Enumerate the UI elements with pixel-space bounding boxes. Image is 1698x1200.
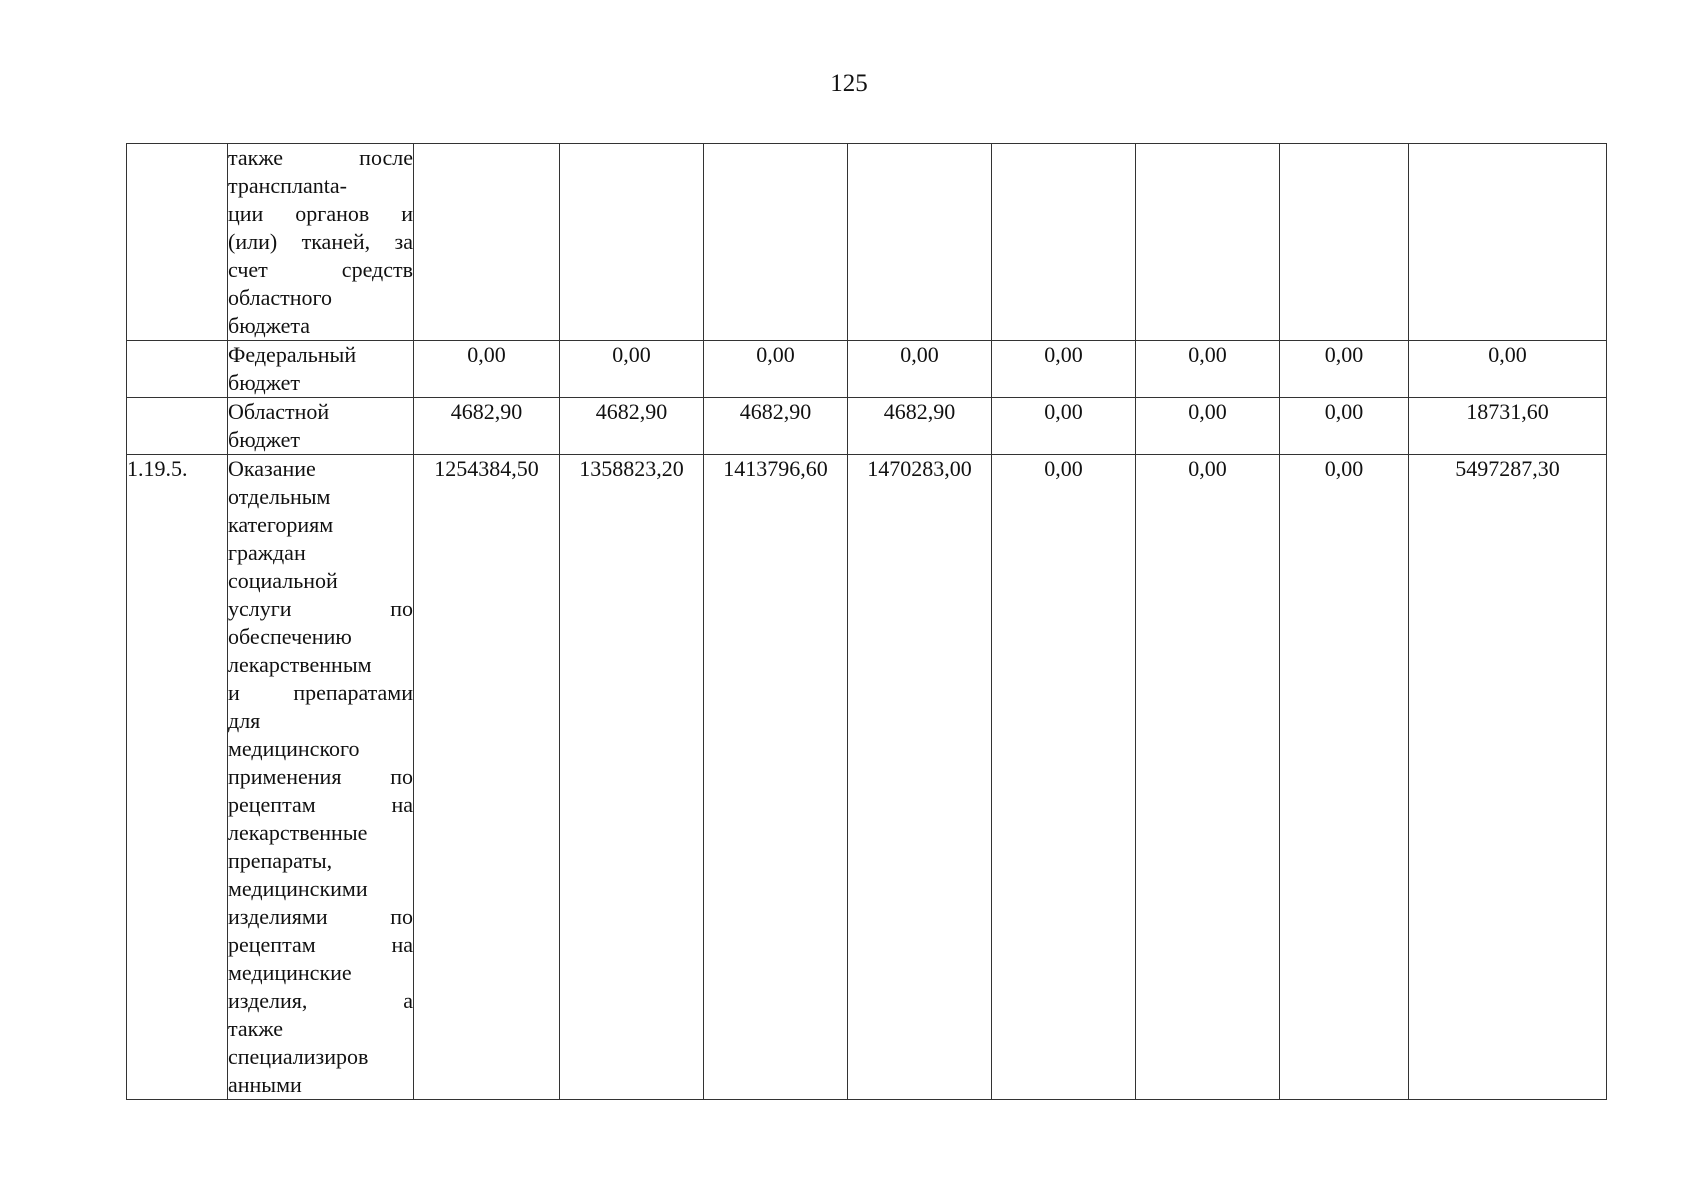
description-line: Оказание [228,456,316,481]
description-line: анными [228,1072,302,1097]
description-line: препараты, [228,848,333,873]
description-line: изделиями по [228,904,413,929]
description-line: услуги по [228,596,413,621]
description-line: лекарственным [228,652,372,677]
value-cell: 0,00 [1409,341,1607,398]
description-line: обеспечению [228,624,352,649]
description-line: (или) тканей, за [228,229,413,254]
description-line: медицинские [228,960,352,985]
value-cell: 0,00 [992,455,1136,1100]
description-line: медицинскими [228,876,368,901]
value-cell: 1254384,50 [414,455,560,1100]
value-cell: 0,00 [560,341,704,398]
description-line: изделия, а [228,988,413,1013]
description-line: бюджет [228,370,300,395]
table-row [127,455,1607,1100]
value-cell: 4682,90 [414,398,560,455]
value-cell [1409,144,1607,341]
value-cell: 4682,90 [560,398,704,455]
value-cell: 0,00 [1136,341,1280,398]
value-cell: 0,00 [992,398,1136,455]
budget-table [126,143,1607,1100]
value-cell: 0,00 [704,341,848,398]
page-number: 125 [830,70,868,97]
value-cell: 4682,90 [704,398,848,455]
value-cell [1280,144,1409,341]
value-cell: 1358823,20 [560,455,704,1100]
description-line: рецептам на [228,932,413,957]
description-line: отдельным [228,484,331,509]
value-cell: 0,00 [1280,398,1409,455]
value-cell [848,144,992,341]
value-cell [1136,144,1280,341]
value-cell: 0,00 [1136,398,1280,455]
description-line: счет средств [228,257,413,282]
description-line: бюджет [228,427,300,452]
value-cell: 0,00 [1280,341,1409,398]
item-description-cell [228,398,414,455]
description-line: областного [228,285,333,310]
value-cell: 0,00 [414,341,560,398]
value-cell [414,144,560,341]
value-cell [992,144,1136,341]
item-description-cell [228,144,414,341]
description-line: Областной [228,399,330,424]
description-line: ции органов и [228,201,413,226]
item-code-cell [127,341,228,398]
item-description-cell [228,341,414,398]
value-cell: 5497287,30 [1409,455,1607,1100]
item-code-cell [127,398,228,455]
description-line: социальной [228,568,338,593]
description-line: граждан [228,540,306,565]
value-cell: 18731,60 [1409,398,1607,455]
table-row [127,144,1607,341]
description-line: рецептам на [228,792,413,817]
value-cell: 1470283,00 [848,455,992,1100]
description-line: Федеральный [228,342,357,367]
table-row [127,341,1607,398]
description-line: категориям [228,512,334,537]
description-line: медицинского [228,736,360,761]
table-row [127,398,1607,455]
description-line: также [228,1016,284,1041]
value-cell: 0,00 [1136,455,1280,1100]
description-line: лекарственные [228,820,368,845]
value-cell [560,144,704,341]
description-line: применения по [228,764,413,789]
description-line: для [228,708,261,733]
value-cell: 0,00 [1280,455,1409,1100]
description-line: также после [228,145,413,170]
description-line: трансплanta- [228,173,347,198]
value-cell: 4682,90 [848,398,992,455]
value-cell: 0,00 [992,341,1136,398]
item-description-cell [228,455,414,1100]
value-cell: 0,00 [848,341,992,398]
description-line: специализиров [228,1044,369,1069]
description-line: и препаратами [228,680,413,705]
description-line: бюджета [228,313,311,338]
value-cell [704,144,848,341]
item-code-cell: 1.19.5. [127,455,228,1100]
value-cell: 1413796,60 [704,455,848,1100]
item-code-cell [127,144,228,341]
